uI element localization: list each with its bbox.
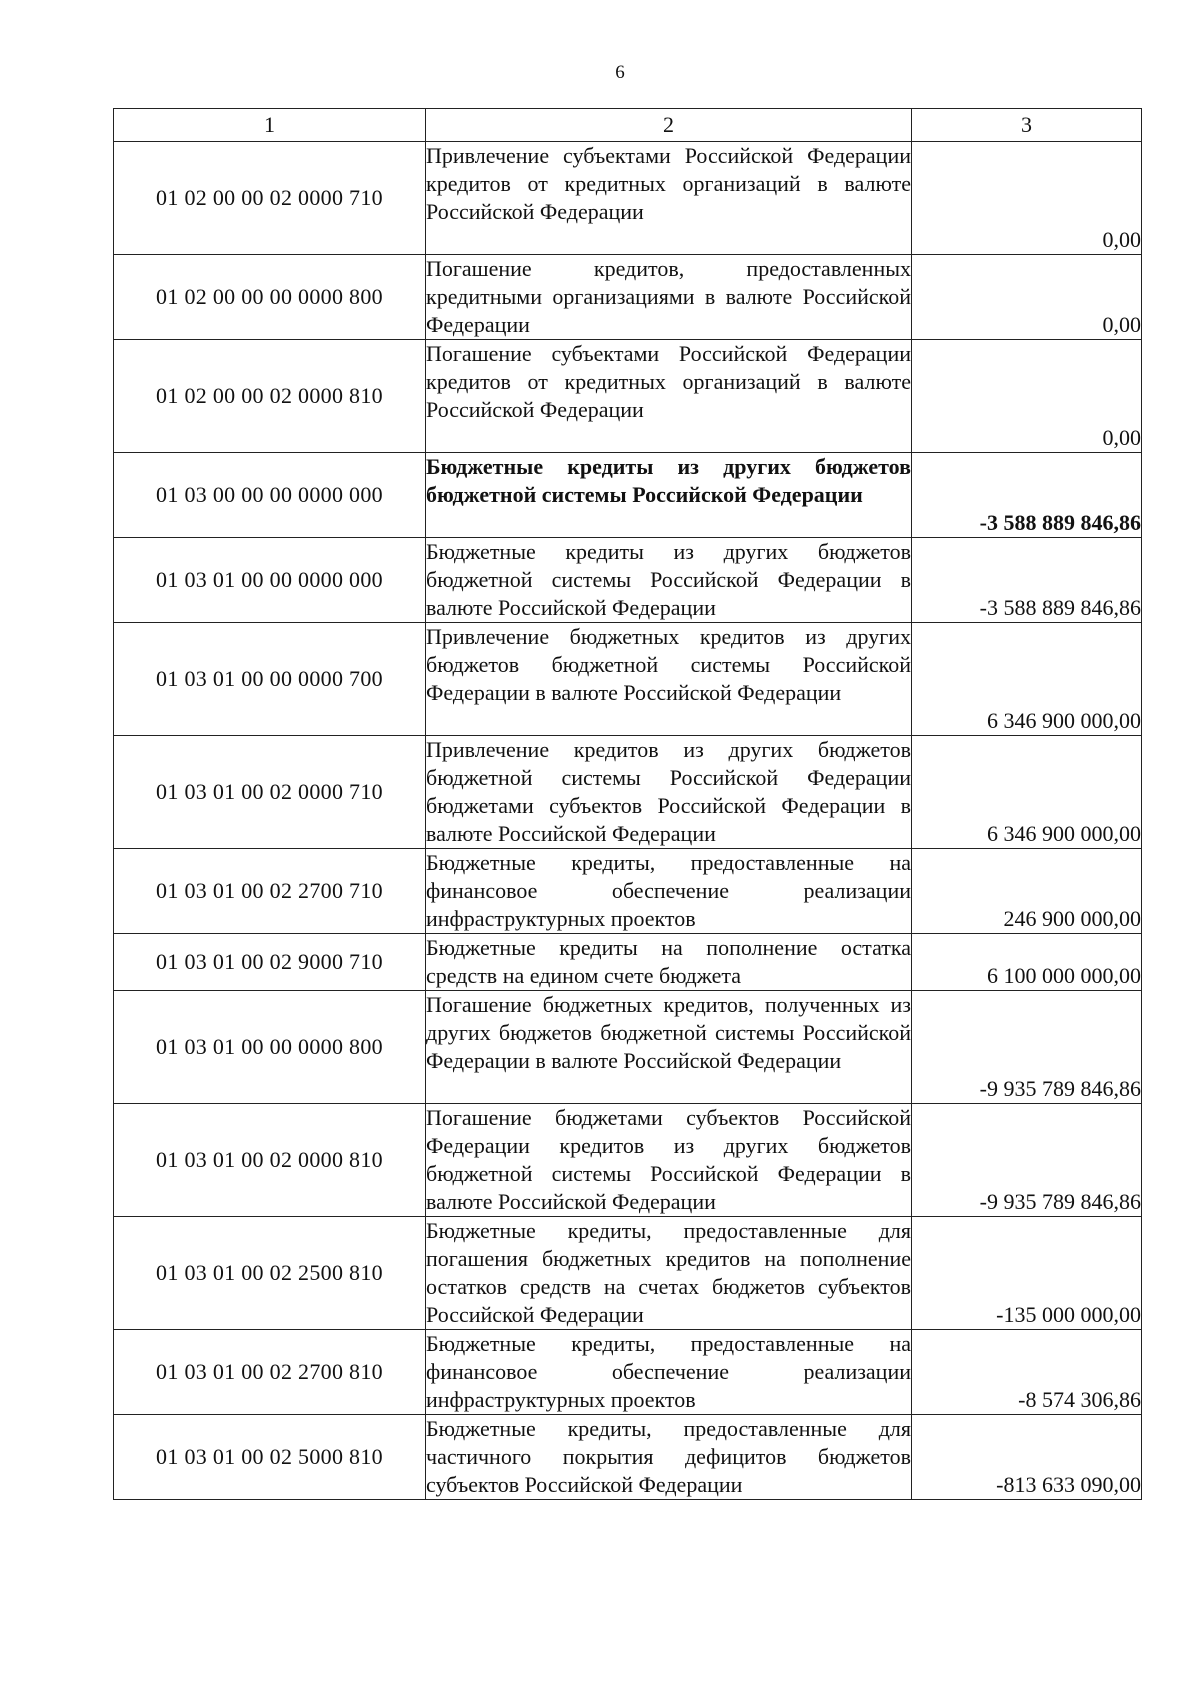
table-row [114,1104,1142,1217]
table-row [114,1415,1142,1500]
source-name: Бюджетные кредиты, предоставленные для погашения бюджетных кредитов на пополнение остатков средств на счетах бюджетов субъектов Российской Федерации [426,1217,912,1330]
table-row [114,991,1142,1104]
budget-code: 01 03 01 00 02 2700 810 [114,1330,426,1415]
source-name: Бюджетные кредиты на пополнение остатка средств на едином счете бюджета [426,934,912,991]
table-row [114,538,1142,623]
column-header-code: 1 [114,109,426,142]
budget-code: 01 02 00 00 00 0000 800 [114,255,426,340]
amount: -3 588 889 846,86 [912,453,1142,538]
budget-code: 01 03 01 00 00 0000 000 [114,538,426,623]
table-row [114,849,1142,934]
table-row [114,736,1142,849]
table-row [114,1217,1142,1330]
table-header-row [114,109,1142,142]
amount: -3 588 889 846,86 [912,538,1142,623]
table-body [114,142,1142,1500]
table-row [114,453,1142,538]
table-row [114,934,1142,991]
budget-code: 01 03 01 00 02 2700 710 [114,849,426,934]
amount: 6 346 900 000,00 [912,623,1142,736]
amount: 0,00 [912,142,1142,255]
source-name: Бюджетные кредиты, предоставленные для частичного покрытия дефицитов бюджетов субъектов Российской Федерации [426,1415,912,1500]
source-name: Погашение субъектами Российской Федерации кредитов от кредитных организаций в валюте Российской Федерации [426,340,912,453]
column-header-amount: 3 [912,109,1142,142]
source-name: Погашение бюджетных кредитов, полученных из других бюджетов бюджетной системы Российской Федерации в валюте Российской Федерации [426,991,912,1104]
amount: 6 100 000 000,00 [912,934,1142,991]
table-row [114,1330,1142,1415]
source-name: Бюджетные кредиты, предоставленные на финансовое обеспечение реализации инфраструктурных проектов [426,1330,912,1415]
budget-code: 01 03 01 00 00 0000 800 [114,991,426,1104]
source-name: Бюджетные кредиты из других бюджетов бюджетной системы Российской Федерации в валюте Российской Федерации [426,538,912,623]
amount: -813 633 090,00 [912,1415,1142,1500]
budget-code: 01 03 01 00 02 5000 810 [114,1415,426,1500]
column-header-name: 2 [426,109,912,142]
page-number: 6 [615,62,625,83]
amount: -8 574 306,86 [912,1330,1142,1415]
budget-code: 01 03 00 00 00 0000 000 [114,453,426,538]
amount: -9 935 789 846,86 [912,1104,1142,1217]
budget-code: 01 03 01 00 02 2500 810 [114,1217,426,1330]
source-name: Бюджетные кредиты, предоставленные на финансовое обеспечение реализации инфраструктурных проектов [426,849,912,934]
amount: -135 000 000,00 [912,1217,1142,1330]
budget-code: 01 03 01 00 02 9000 710 [114,934,426,991]
budget-code: 01 03 01 00 02 0000 810 [114,1104,426,1217]
budget-code: 01 03 01 00 02 0000 710 [114,736,426,849]
amount: 0,00 [912,340,1142,453]
budget-sources-table [113,108,1142,1500]
source-name: Привлечение субъектами Российской Федерации кредитов от кредитных организаций в валюте Российской Федерации [426,142,912,255]
amount: 246 900 000,00 [912,849,1142,934]
budget-code: 01 03 01 00 00 0000 700 [114,623,426,736]
source-name: Привлечение кредитов из других бюджетов бюджетной системы Российской Федерации бюджетами субъектов Российской Федерации в валюте Российской Федерации [426,736,912,849]
source-name: Погашение кредитов, предоставленных кредитными организациями в валюте Российской Федерации [426,255,912,340]
source-name: Погашение бюджетами субъектов Российской Федерации кредитов из других бюджетов бюджетной системы Российской Федерации в валюте Российской Федерации [426,1104,912,1217]
amount: -9 935 789 846,86 [912,991,1142,1104]
source-name: Бюджетные кредиты из других бюджетов бюджетной системы Российской Федерации [426,453,912,538]
table-row [114,340,1142,453]
budget-code: 01 02 00 00 02 0000 710 [114,142,426,255]
source-name: Привлечение бюджетных кредитов из других бюджетов бюджетной системы Российской Федерации в валюте Российской Федерации [426,623,912,736]
amount: 0,00 [912,255,1142,340]
table-row [114,142,1142,255]
budget-code: 01 02 00 00 02 0000 810 [114,340,426,453]
table-row [114,623,1142,736]
table-row [114,255,1142,340]
amount: 6 346 900 000,00 [912,736,1142,849]
